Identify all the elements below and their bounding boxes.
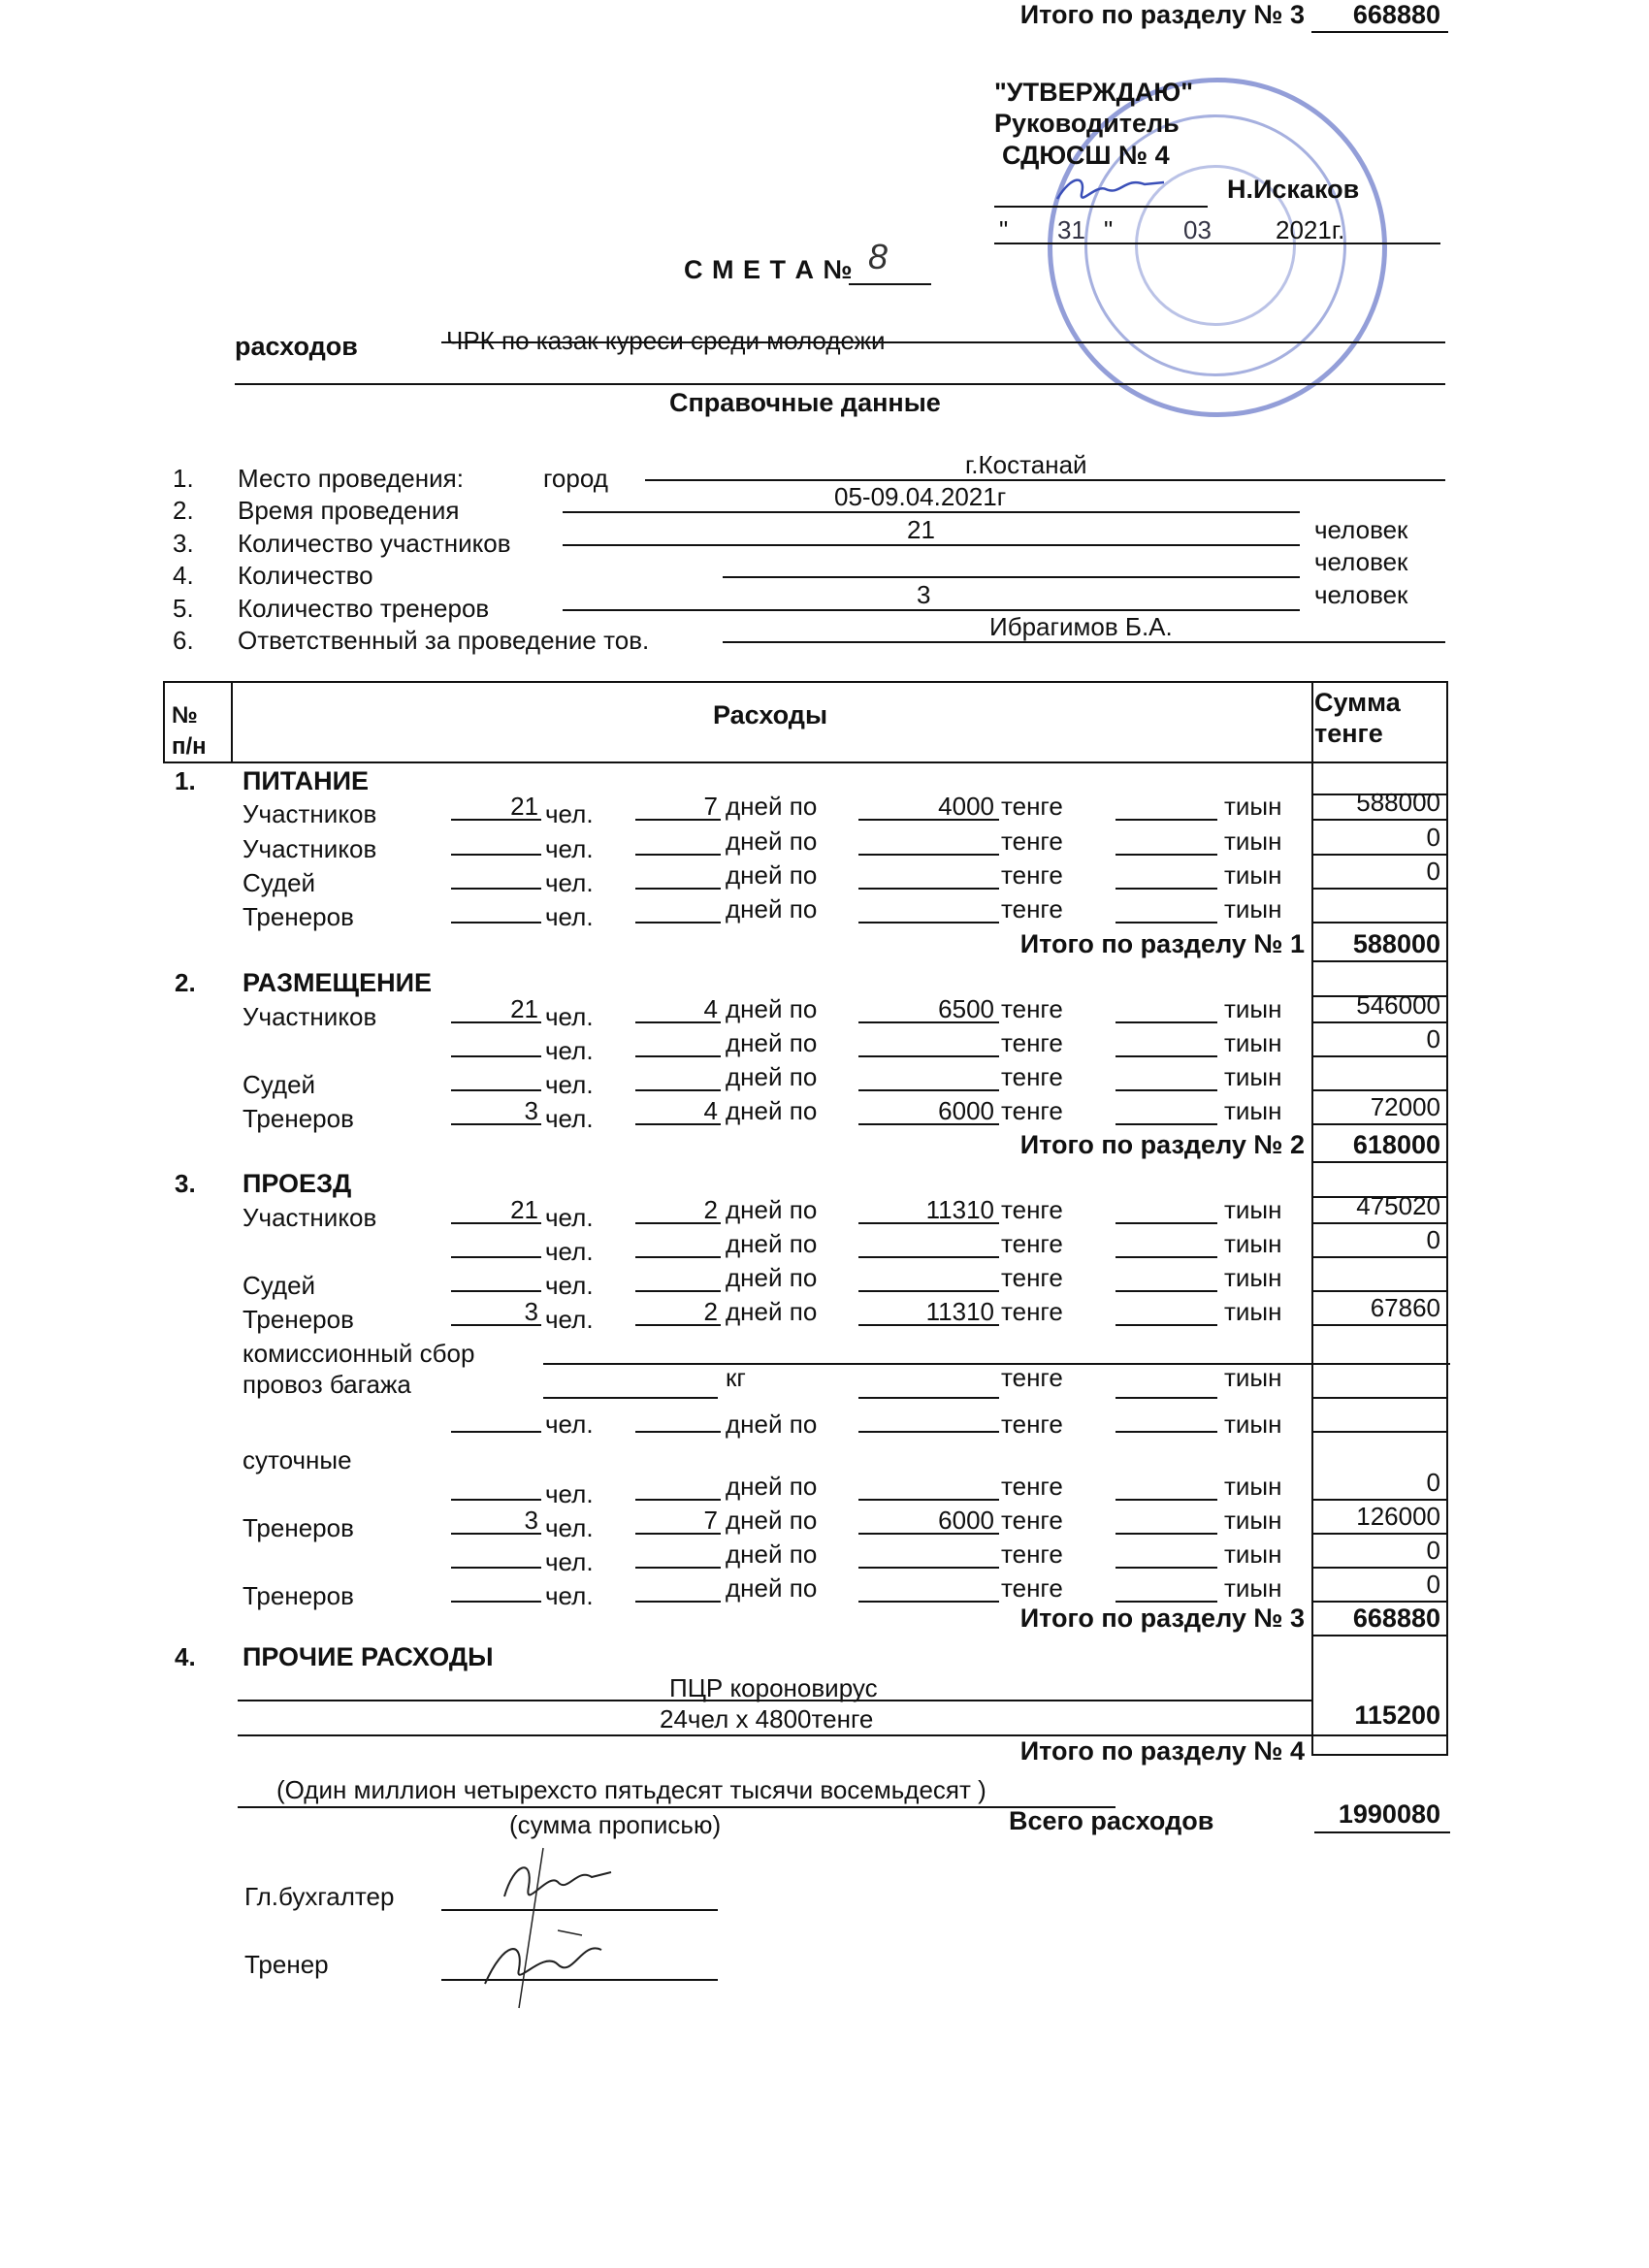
sum-cell-border (1311, 1222, 1448, 1224)
row-days: 2 (703, 1297, 718, 1326)
sum-cell-border (1311, 1397, 1448, 1399)
row-tenge-word: тенге (1001, 1062, 1063, 1091)
reference-underline (723, 641, 1445, 643)
fill-line (451, 819, 541, 821)
reference-num: 3. (173, 529, 194, 558)
sum-cell-border (1311, 960, 1448, 962)
row-tenge-word: тенге (1001, 792, 1063, 821)
row-people: 21 (510, 792, 538, 821)
fill-line (1116, 854, 1217, 856)
fill-line (635, 1123, 721, 1125)
expenses-value: ЧРК по казак куреси среди молодежи (446, 326, 886, 355)
section-total-label: Итого по разделу № 2 (1019, 1130, 1305, 1159)
row-people: 21 (510, 1195, 538, 1224)
row-tiyn-word: тиын (1224, 1506, 1282, 1535)
sum-cell-border (1311, 31, 1448, 33)
fill-line (858, 1601, 999, 1603)
row-days: 7 (703, 792, 718, 821)
row-chel-word: чел. (545, 902, 594, 931)
fill-line (451, 922, 541, 923)
row-days: 4 (703, 994, 718, 1023)
sum-cell-border (1311, 1601, 1448, 1603)
row-tiyn-word: тиын (1224, 1472, 1282, 1501)
row-days-word: дней по (726, 860, 818, 890)
row-price: 6000 (938, 1506, 994, 1535)
section-title: РАЗМЕЩЕНИЕ (242, 968, 432, 997)
smeta-number-line (849, 283, 931, 285)
fill-line (635, 1533, 721, 1535)
reference-unit: человек (1314, 580, 1408, 609)
row-chel-word: чел. (545, 1581, 594, 1610)
row-tiyn-word: тиын (1224, 894, 1282, 923)
expenses-label: расходов (235, 332, 358, 361)
row-price: 6000 (938, 1096, 994, 1125)
baggage-kg-word: кг (726, 1363, 746, 1392)
table-col-sum: Сумма тенге (1314, 688, 1401, 748)
row-chel-word: чел. (545, 868, 594, 897)
row-days-word: дней по (726, 1195, 818, 1224)
fill-line (635, 922, 721, 923)
row-sum: 0 (1426, 1536, 1440, 1565)
sum-cell-border (1311, 1123, 1448, 1125)
row-price: 11310 (925, 1297, 994, 1326)
reference-num: 5. (173, 594, 194, 623)
fill-line (635, 1499, 721, 1501)
commission-label: комиссионный сбор (242, 1339, 475, 1368)
section-num: 3. (175, 1169, 196, 1198)
sum-cell-border (1311, 1089, 1448, 1091)
reference-underline (645, 479, 1445, 481)
section-num: 2. (175, 968, 196, 997)
sum-cell-border (1311, 1324, 1448, 1326)
smeta-number: 8 (868, 237, 889, 276)
row-tenge-word: тенге (1001, 1506, 1063, 1535)
reference-label: Количество (238, 561, 373, 590)
row-chel-word: чел. (545, 1104, 594, 1133)
section-title: ПИТАНИЕ (242, 766, 370, 795)
row-tiyn-word: тиын (1224, 1096, 1282, 1125)
fill-line (451, 1222, 541, 1224)
fill-line (635, 1567, 721, 1569)
fill-line (635, 1290, 721, 1292)
row-days-word: дней по (726, 1028, 818, 1057)
row-days: 7 (703, 1506, 718, 1535)
approve-date-quote-close: " (1104, 215, 1114, 244)
reference-value: 21 (907, 515, 935, 544)
fill-line (858, 1123, 999, 1125)
row-days-word: дней по (726, 1506, 818, 1535)
fill-line (635, 1324, 721, 1326)
row-label: Тренеров (242, 1581, 354, 1610)
table-col-num: № п/н (172, 702, 207, 760)
row-days-word: дней по (726, 1297, 818, 1326)
fill-line (635, 1021, 721, 1023)
row-tenge-word: тенге (1001, 1539, 1063, 1569)
row-people: 3 (524, 1096, 538, 1125)
row-people: 3 (524, 1506, 538, 1535)
sum-cell-border (1311, 1754, 1448, 1756)
sum-cell-border (1311, 1499, 1448, 1501)
row-chel-word: чел. (545, 1271, 594, 1300)
fill-line (635, 1601, 721, 1603)
row-days-word: дней по (726, 1062, 818, 1091)
section-total-label: Итого по разделу № 3 (1019, 1604, 1305, 1633)
other-line-1: ПЦР короновирус (669, 1673, 878, 1702)
fill-line (1116, 922, 1217, 923)
sum-cell-border (1311, 1533, 1448, 1535)
fill-line (858, 1397, 999, 1399)
row-label: Участников (242, 1002, 377, 1031)
fill-line (858, 1567, 999, 1569)
accountant-label: Гл.бухгалтер (244, 1882, 395, 1911)
row-chel-word: чел. (545, 1237, 594, 1266)
fill-line (451, 1055, 541, 1057)
approve-year: 2021г. (1276, 215, 1345, 244)
reference-value: г.Костанай (965, 450, 1087, 479)
table-right-border (1446, 681, 1448, 1754)
fill-line (1116, 1222, 1217, 1224)
row-tiyn-word: тиын (1224, 1028, 1282, 1057)
fill-line (858, 1089, 999, 1091)
row-chel-word: чел. (545, 1002, 594, 1031)
row-days-word: дней по (726, 1472, 818, 1501)
row-tenge-word: тенге (1001, 894, 1063, 923)
row-chel-word: чел. (545, 1203, 594, 1232)
row-sum: 546000 (1356, 990, 1440, 1020)
reference-unit: человек (1314, 515, 1408, 544)
table-num-divider (231, 681, 233, 763)
fill-line (451, 1290, 541, 1292)
row-tenge-word: тенге (1001, 1195, 1063, 1224)
fill-line (1116, 1533, 1217, 1535)
baggage-chel-word: чел. (545, 1409, 594, 1439)
grand-total-line (1314, 1831, 1450, 1833)
fill-line (1116, 1256, 1217, 1258)
row-label: Судей (242, 868, 316, 897)
fill-line (858, 854, 999, 856)
fill-line (451, 854, 541, 856)
approve-date-line (994, 243, 1440, 244)
table-col-expenses: Расходы (713, 700, 828, 729)
row-people: 21 (510, 994, 538, 1023)
row-days-word: дней по (726, 792, 818, 821)
fill-line (451, 1601, 541, 1603)
sum-cell-border (1311, 1055, 1448, 1057)
row-days-word: дней по (726, 1539, 818, 1569)
fill-line (451, 1431, 541, 1433)
row-chel-word: чел. (545, 1479, 594, 1508)
row-people: 3 (524, 1297, 538, 1326)
row-sum: 67860 (1370, 1293, 1440, 1322)
row-tiyn-word: тиын (1224, 1297, 1282, 1326)
row-tenge-word: тенге (1001, 1297, 1063, 1326)
fill-line (451, 1089, 541, 1091)
reference-label: Ответственный за проведение тов. (238, 626, 650, 655)
fill-line (451, 1256, 541, 1258)
fill-line (858, 1256, 999, 1258)
row-label: Судей (242, 1070, 316, 1099)
sum-cell-border (1311, 888, 1448, 890)
other-line-2: 24чел х 4800тенге (660, 1704, 874, 1733)
row-sum: 126000 (1356, 1502, 1440, 1531)
fill-line (1116, 1021, 1217, 1023)
reference-unit: человек (1314, 547, 1408, 576)
sum-cell-border (1311, 1734, 1448, 1736)
other-sum: 115200 (1354, 1701, 1440, 1730)
fill-line (451, 1567, 541, 1569)
row-tiyn-word: тиын (1224, 1573, 1282, 1603)
row-days-word: дней по (726, 826, 818, 856)
row-chel-word: чел. (545, 1547, 594, 1576)
row-tiyn-word: тиын (1224, 994, 1282, 1023)
row-tiyn-word: тиын (1224, 1229, 1282, 1258)
fill-line (858, 1324, 999, 1326)
approve-role: Руководитель (994, 109, 1180, 138)
fill-line (451, 888, 541, 890)
sum-cell-border (1311, 1161, 1448, 1163)
row-label: Судей (242, 1271, 316, 1300)
row-sum: 0 (1426, 823, 1440, 852)
fill-line (1116, 1601, 1217, 1603)
row-label: Участников (242, 834, 377, 863)
fill-line (858, 1499, 999, 1501)
reference-num: 1. (173, 464, 194, 493)
smeta-title: С М Е Т А № (684, 255, 854, 284)
row-sum: 0 (1426, 1024, 1440, 1053)
sum-in-words-caption: (сумма прописью) (509, 1810, 722, 1839)
grand-total-value: 1990080 (1338, 1799, 1440, 1829)
sum-in-words: (Один миллион четырехсто пятьдесят тысячи восемьдесят ) (276, 1775, 986, 1804)
row-tiyn-word: тиын (1224, 1195, 1282, 1224)
approve-title: "УТВЕРЖДАЮ" (994, 78, 1194, 107)
row-chel-word: чел. (545, 834, 594, 863)
row-tenge-word: тенге (1001, 1472, 1063, 1501)
row-days-word: дней по (726, 1263, 818, 1292)
reference-value: 05-09.04.2021г (834, 482, 1007, 511)
coach-label: Тренер (244, 1950, 329, 1979)
fill-line (858, 1290, 999, 1292)
row-sum: 0 (1426, 1570, 1440, 1599)
fill-line (451, 1324, 541, 1326)
row-sum: 0 (1426, 857, 1440, 886)
fill-line (1116, 1089, 1217, 1091)
fill-line (1116, 1123, 1217, 1125)
row-label: Тренеров (242, 1513, 354, 1542)
row-label: Участников (242, 799, 377, 828)
reference-value: 3 (917, 580, 931, 609)
fill-line (858, 819, 999, 821)
sum-cell-border (1311, 819, 1448, 821)
row-price: 6500 (938, 994, 994, 1023)
fill-line (451, 1021, 541, 1023)
table-header-bottom (163, 761, 1448, 763)
fill-line (858, 1222, 999, 1224)
approve-date-quote-open: " (999, 215, 1009, 244)
expenses-line (441, 341, 1445, 343)
fill-line (858, 1533, 999, 1535)
reference-title: Справочные данные (669, 388, 941, 417)
row-tiyn-word: тиын (1224, 1062, 1282, 1091)
handwritten-signatures (466, 1843, 660, 2018)
sum-cell-border (1311, 1431, 1448, 1433)
approve-day: 31 (1057, 215, 1085, 244)
row-tenge-word: тенге (1001, 826, 1063, 856)
row-chel-word: чел. (545, 1036, 594, 1065)
section-total-label: Итого по разделу № 3 (1019, 0, 1305, 29)
row-days-word: дней по (726, 994, 818, 1023)
row-tiyn-word: тиын (1224, 826, 1282, 856)
row-tenge-word: тенге (1001, 860, 1063, 890)
row-label: Тренеров (242, 1104, 354, 1133)
fill-line (635, 819, 721, 821)
row-sum: 588000 (1356, 788, 1440, 817)
baggage-tenge-word: тенге (1001, 1363, 1063, 1392)
row-tenge-word: тенге (1001, 1096, 1063, 1125)
fill-line (858, 1021, 999, 1023)
row-days: 2 (703, 1195, 718, 1224)
row-days: 4 (703, 1096, 718, 1125)
row-tenge-word: тенге (1001, 994, 1063, 1023)
row-price: 4000 (938, 792, 994, 821)
fill-line (451, 1123, 541, 1125)
approve-month: 03 (1183, 215, 1212, 244)
reference-label: Количество участников (238, 529, 511, 558)
fill-line (451, 1533, 541, 1535)
section-num: 4. (175, 1642, 196, 1671)
row-tenge-word: тенге (1001, 1028, 1063, 1057)
section-total-label: Итого по разделу № 4 (1019, 1736, 1305, 1766)
approve-org: СДЮСШ № 4 (1002, 141, 1170, 170)
row-tiyn-word: тиын (1224, 860, 1282, 890)
row-label: Тренеров (242, 1305, 354, 1334)
fill-line (635, 1055, 721, 1057)
reference-num: 6. (173, 626, 194, 655)
row-sum: 475020 (1356, 1191, 1440, 1220)
sum-cell-border (1311, 854, 1448, 856)
row-tiyn-word: тиын (1224, 1263, 1282, 1292)
section-title: ПРОЕЗД (242, 1169, 352, 1198)
baggage-tenge-word-2: тенге (1001, 1409, 1063, 1439)
row-days-word: дней по (726, 1229, 818, 1258)
row-label: Участников (242, 1203, 377, 1232)
fill-line (1116, 1397, 1217, 1399)
fill-line (858, 888, 999, 890)
section-title: ПРОЧИЕ РАСХОДЫ (242, 1642, 494, 1671)
row-tiyn-word: тиын (1224, 1539, 1282, 1569)
daily-label: суточные (242, 1445, 352, 1474)
fill-line (1116, 1567, 1217, 1569)
row-tenge-word: тенге (1001, 1263, 1063, 1292)
reference-num: 4. (173, 561, 194, 590)
baggage-label: провоз багажа (242, 1370, 411, 1399)
fill-line (635, 1089, 721, 1091)
row-chel-word: чел. (545, 1070, 594, 1099)
section-num: 1. (175, 766, 196, 795)
baggage-days-word: дней по (726, 1409, 818, 1439)
row-tenge-word: тенге (1001, 1229, 1063, 1258)
section-total: 588000 (1352, 929, 1440, 958)
sum-cell-border (1311, 1363, 1448, 1365)
fill-line (1116, 1055, 1217, 1057)
fill-line (1116, 1290, 1217, 1292)
table-left-border (163, 681, 165, 763)
reference-label: Время проведения (238, 496, 460, 525)
other-line-1-rule (238, 1700, 1311, 1701)
fill-line (858, 1055, 999, 1057)
reference-underline (723, 576, 1300, 578)
row-chel-word: чел. (545, 1513, 594, 1542)
row-sum: 72000 (1370, 1092, 1440, 1121)
fill-line (543, 1397, 718, 1399)
reference-underline (563, 511, 1300, 513)
section-total: 618000 (1352, 1130, 1440, 1159)
fill-line (1116, 819, 1217, 821)
table-top-border (163, 681, 1448, 683)
row-tenge-word: тенге (1001, 1573, 1063, 1603)
section-total: 668880 (1352, 0, 1440, 29)
reference-value: Ибрагимов Б.А. (989, 612, 1173, 641)
row-sum: 0 (1426, 1225, 1440, 1254)
row-sum: 0 (1426, 1468, 1440, 1497)
fill-line (635, 1222, 721, 1224)
fill-line (635, 1256, 721, 1258)
grand-total-label: Всего расходов (1009, 1806, 1214, 1835)
reference-label: Место проведения: (238, 464, 464, 493)
row-tiyn-word: тиын (1224, 792, 1282, 821)
reference-num: 2. (173, 496, 194, 525)
baggage-tiyn-word: тиын (1224, 1363, 1282, 1392)
sum-cell-border (1311, 1290, 1448, 1292)
section-total-label: Итого по разделу № 1 (1019, 929, 1305, 958)
row-days-word: дней по (726, 1096, 818, 1125)
fill-line (1116, 1324, 1217, 1326)
approve-name: Н.Искаков (1227, 175, 1360, 204)
row-days-word: дней по (726, 894, 818, 923)
sum-cell-border (1311, 1021, 1448, 1023)
sum-in-words-line (238, 1806, 1116, 1808)
sum-cell-border (1311, 1567, 1448, 1569)
fill-line (858, 922, 999, 923)
reference-prefix: город (543, 464, 608, 493)
reference-underline (563, 609, 1300, 611)
fill-line (1116, 1431, 1217, 1433)
fill-line (858, 1431, 999, 1433)
section-total: 668880 (1352, 1604, 1440, 1633)
director-signature (1052, 165, 1169, 213)
fill-line (635, 1431, 721, 1433)
row-label: Тренеров (242, 902, 354, 931)
fill-line (1116, 1499, 1217, 1501)
row-chel-word: чел. (545, 1305, 594, 1334)
fill-line (1116, 888, 1217, 890)
row-price: 11310 (925, 1195, 994, 1224)
reference-label: Количество тренеров (238, 594, 490, 623)
row-chel-word: чел. (545, 799, 594, 828)
sum-cell-border (1311, 922, 1448, 923)
sum-cell-border (1311, 1635, 1448, 1636)
fill-line (451, 1499, 541, 1501)
reference-underline (563, 544, 1300, 546)
fill-line (635, 854, 721, 856)
fill-line (635, 888, 721, 890)
row-days-word: дней по (726, 1573, 818, 1603)
sum-cell-border (1311, 1256, 1448, 1258)
baggage-tiyn-word-2: тиын (1224, 1409, 1282, 1439)
expenses-line-2 (235, 383, 1445, 385)
